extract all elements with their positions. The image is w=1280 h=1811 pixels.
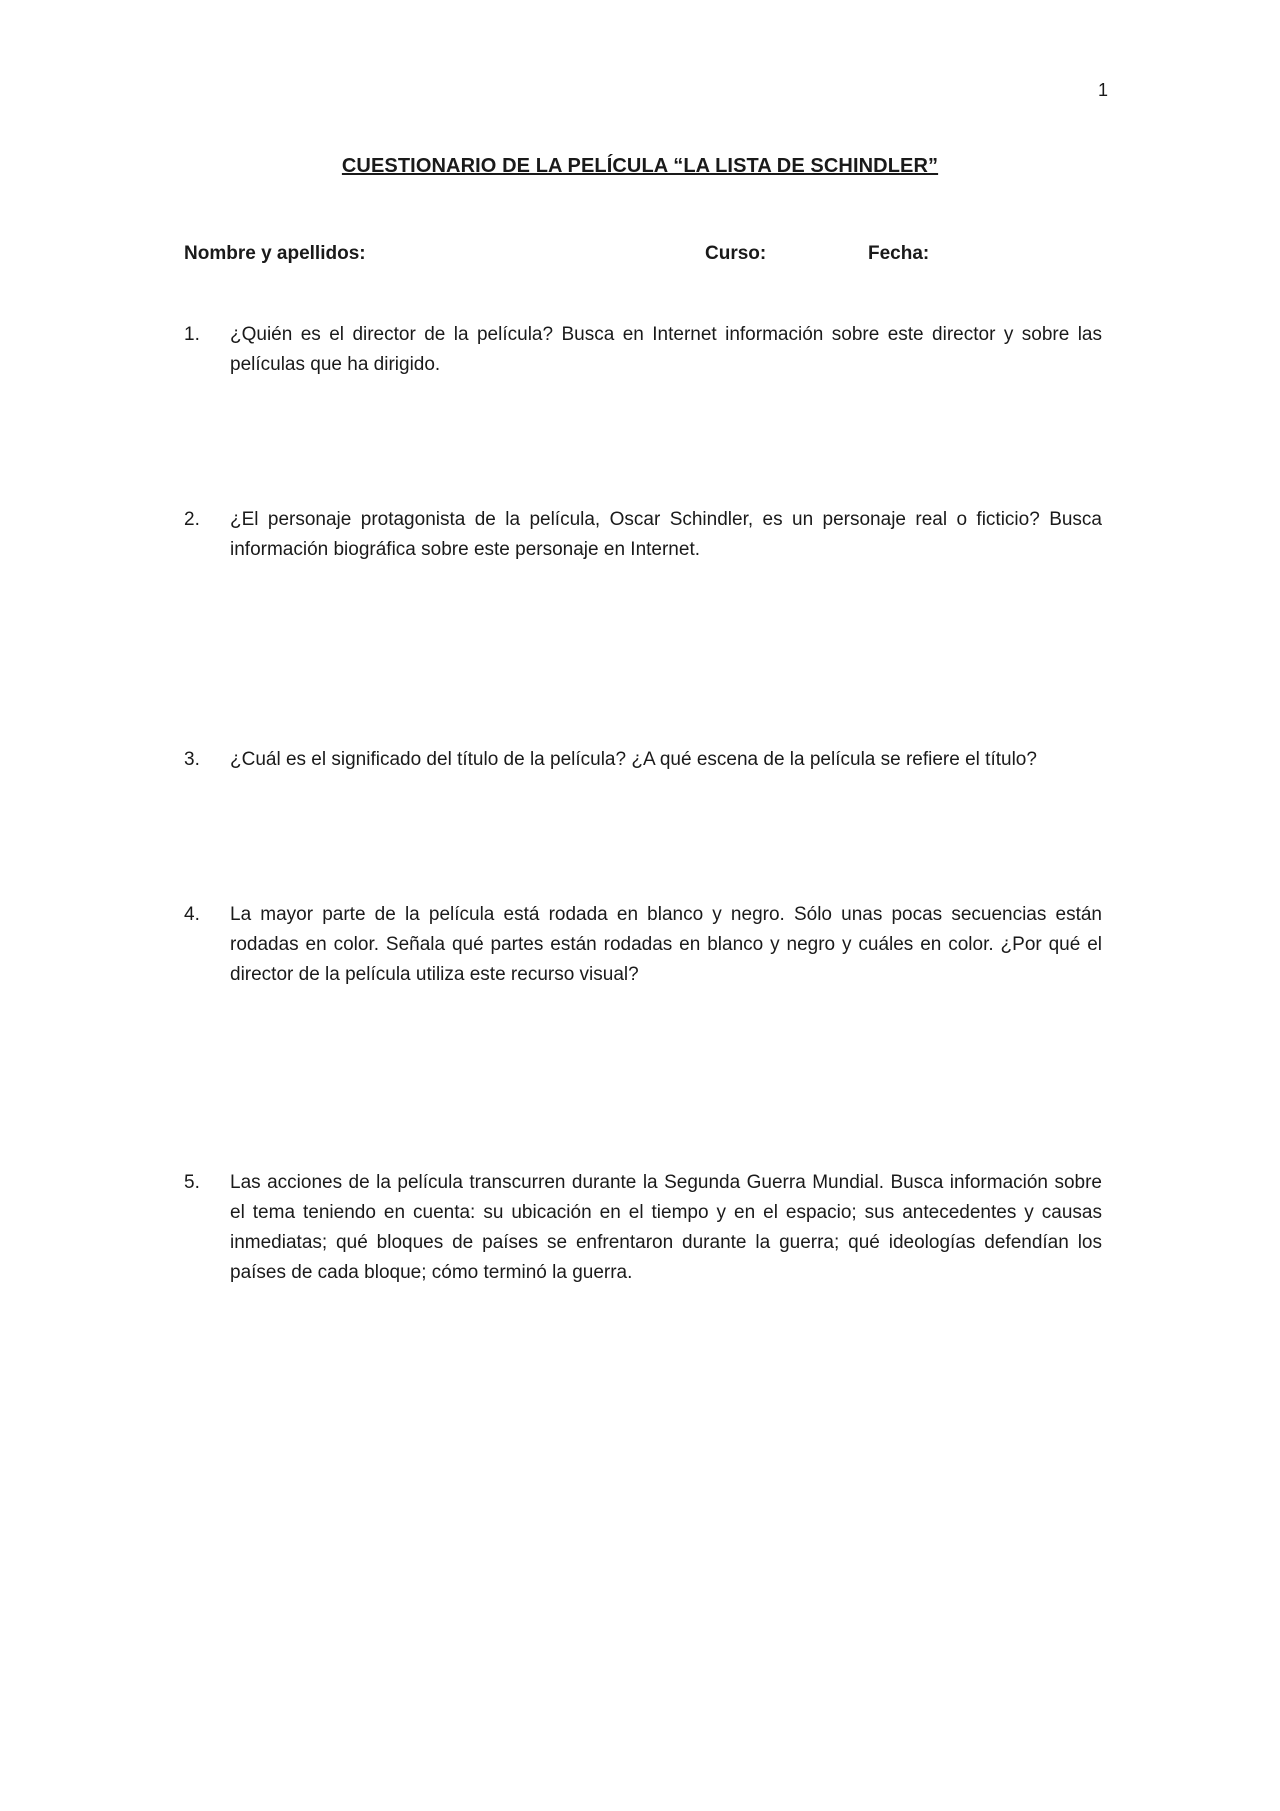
question-number: 5.	[184, 1172, 200, 1193]
name-field-label: Nombre y apellidos:	[184, 243, 366, 264]
question-item	[184, 745, 1102, 775]
question-number: 3.	[184, 749, 200, 770]
question-number: 4.	[184, 904, 200, 925]
question-item	[184, 320, 1102, 380]
question-item	[184, 900, 1102, 990]
page-number: 1	[1097, 80, 1108, 100]
date-field-label: Fecha:	[868, 243, 930, 264]
question-number: 2.	[184, 509, 200, 530]
question-item	[184, 505, 1102, 565]
question-number: 1.	[184, 324, 200, 345]
course-field-label: Curso:	[705, 243, 767, 264]
question-text: Las acciones de la película transcurren durante la Segunda Guerra Mundial. Busca información sobre el tema teniendo en cuenta: su ubicación en el tiempo y en el espacio; sus antecedentes y causas inmediatas; qué bloques de países se enfrentaron durante la guerra; qué ideologías defendían los países de cada bloque; cómo terminó la guerra.	[230, 1172, 1102, 1283]
page-title: CUESTIONARIO DE LA PELÍCULA “LA LISTA DE SCHINDLER”	[341, 155, 939, 177]
question-item	[184, 1168, 1102, 1288]
question-text: ¿Quién es el director de la película? Busca en Internet información sobre este director y sobre las películas que ha dirigido.	[230, 324, 1102, 375]
question-text: ¿El personaje protagonista de la película, Oscar Schindler, es un personaje real o ficticio? Busca información biográfica sobre este personaje en Internet.	[230, 509, 1102, 560]
question-text: ¿Cuál es el significado del título de la película? ¿A qué escena de la película se refiere el título?	[230, 749, 1037, 770]
question-text: La mayor parte de la película está rodada en blanco y negro. Sólo unas pocas secuencias están rodadas en color. Señala qué partes están rodadas en blanco y negro y cuáles en color. ¿Por qué el director de la película utiliza este recurso visual?	[230, 904, 1102, 985]
